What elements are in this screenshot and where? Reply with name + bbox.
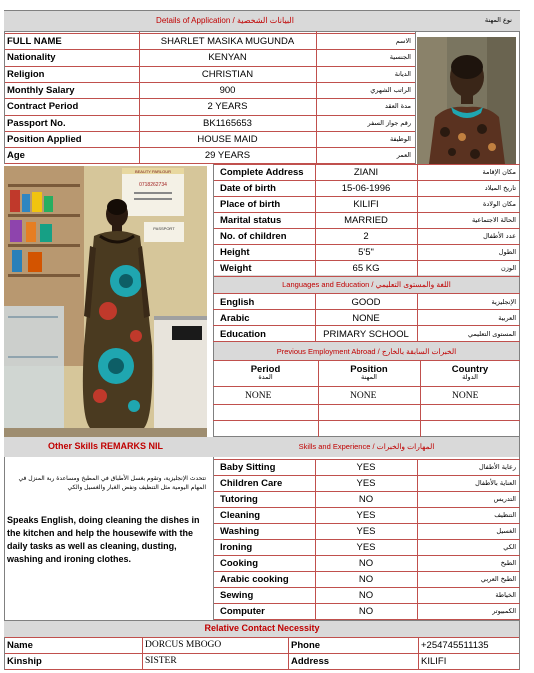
applicant-fullbody-photo bbox=[4, 166, 207, 437]
skill-arabic-label: العناية بالأطفال bbox=[475, 479, 516, 487]
personal-label: Age bbox=[7, 150, 25, 162]
personal-label: Contract Period bbox=[7, 101, 79, 113]
grid-line bbox=[4, 115, 415, 116]
details-label: Height bbox=[220, 247, 250, 258]
grid-line bbox=[213, 571, 520, 572]
skill-arabic-label: التنظيف bbox=[494, 511, 516, 519]
grid-line bbox=[213, 386, 520, 387]
skill-value: YES bbox=[356, 510, 376, 521]
skill-value: NO bbox=[358, 574, 374, 585]
language-value: GOOD bbox=[351, 297, 381, 308]
language-label: English bbox=[220, 297, 255, 308]
details-value: 5'5" bbox=[358, 247, 374, 258]
skill-arabic-label: الكي bbox=[503, 543, 516, 551]
grid-line bbox=[4, 49, 415, 50]
skill-label: Cooking bbox=[220, 558, 258, 569]
grid-line bbox=[4, 66, 415, 67]
personal-arabic-label: العمر bbox=[396, 151, 411, 160]
personal-arabic-label: الجنسية bbox=[389, 53, 411, 62]
skill-value: YES bbox=[356, 478, 376, 489]
grid-line bbox=[288, 637, 289, 670]
other-skills-arabic-text: تتحدث الإنجليزية، وتقوم بغسل الأطباق في المطبخ ومساعدة ربة المنزل في المهام اليومية مثل التنظيف ونفض الغبار والغسيل والكي bbox=[18, 475, 206, 491]
skill-label: Ironing bbox=[220, 542, 253, 553]
grid-line bbox=[213, 459, 520, 460]
sign-phone-text: 0718262734 bbox=[139, 182, 167, 188]
grid-line bbox=[213, 404, 520, 405]
grid-line bbox=[213, 325, 520, 326]
grid-line bbox=[213, 260, 520, 261]
grid-line bbox=[4, 637, 520, 638]
contact-kinship-label: Kinship bbox=[7, 656, 42, 667]
contact-kinship-value: SISTER bbox=[145, 656, 177, 666]
grid-line bbox=[213, 360, 520, 361]
skill-label: Tutoring bbox=[220, 494, 258, 505]
skill-arabic-label: الكمبيوتر bbox=[492, 607, 516, 615]
contact-address-label: Address bbox=[291, 656, 330, 667]
grid-line bbox=[213, 457, 214, 621]
personal-label: Monthly Salary bbox=[7, 84, 75, 96]
employment-header: Country bbox=[451, 364, 489, 375]
skill-arabic-label: التدريس bbox=[493, 495, 516, 503]
grid-line bbox=[213, 228, 520, 229]
grid-line bbox=[213, 244, 520, 245]
skill-value: NO bbox=[358, 558, 374, 569]
skill-arabic-label: الغسيل bbox=[496, 527, 516, 535]
skill-value: NO bbox=[358, 590, 374, 601]
details-arabic-label: مكان الولادة bbox=[482, 200, 516, 208]
grid-line bbox=[213, 587, 520, 588]
details-arabic-label: الوزن bbox=[500, 264, 516, 272]
personal-label: Nationality bbox=[7, 52, 56, 64]
details-arabic-label: عدد الأطفال bbox=[483, 232, 516, 240]
contact-address-value: KILIFI bbox=[421, 656, 447, 667]
grid-line bbox=[213, 164, 214, 437]
skills-title: Skills and Experience / المهارات والخبرات bbox=[298, 442, 435, 451]
grid-line bbox=[519, 637, 520, 670]
grid-line bbox=[142, 637, 143, 670]
job-type-label: نوع المهنة bbox=[484, 16, 512, 24]
grid-line bbox=[4, 620, 520, 621]
employment-header: Position bbox=[350, 364, 388, 375]
personal-label: FULL NAME bbox=[7, 36, 62, 47]
details-arabic-label: تاريخ الميلاد bbox=[484, 184, 516, 192]
personal-arabic-label: مدة العقد bbox=[385, 102, 411, 111]
skill-arabic-label: الخياطة bbox=[495, 591, 516, 599]
passport-sign-text: PASSPORT bbox=[153, 226, 175, 231]
personal-value: 900 bbox=[219, 84, 236, 96]
grid-line bbox=[4, 82, 415, 83]
grid-line bbox=[213, 475, 520, 476]
language-label: Arabic bbox=[220, 313, 250, 324]
employment-header-arabic: المهنة bbox=[361, 373, 377, 381]
personal-label: Position Applied bbox=[7, 133, 82, 145]
grid-line bbox=[213, 555, 520, 556]
grid-line bbox=[213, 212, 520, 213]
other-skills-title: Other Skills REMARKS NIL bbox=[47, 441, 164, 451]
skill-label: Arabic cooking bbox=[220, 574, 289, 585]
grid-line bbox=[213, 523, 520, 524]
details-label: Date of birth bbox=[220, 183, 276, 194]
employment-header-arabic: المدة bbox=[258, 373, 273, 381]
grid-line bbox=[4, 33, 415, 34]
skill-arabic-label: الطبخ bbox=[500, 559, 516, 567]
grid-line bbox=[315, 459, 316, 620]
grid-line bbox=[420, 360, 421, 437]
skill-value: YES bbox=[356, 542, 376, 553]
language-value: NONE bbox=[352, 313, 380, 324]
skill-label: Washing bbox=[220, 526, 260, 537]
personal-value: HOUSE MAID bbox=[197, 133, 258, 145]
other-skills-text: Speaks English, doing cleaning the dishes in the kitchen and help the housewife with the daily tasks as well as cleaning, dusting, washing and ironing clothes. bbox=[7, 515, 200, 564]
grid-line bbox=[4, 147, 415, 148]
personal-value: KENYAN bbox=[208, 52, 247, 64]
grid-line bbox=[417, 293, 418, 342]
grid-line bbox=[519, 31, 520, 637]
grid-line bbox=[4, 131, 415, 132]
language-arabic-label: المستوى التعليمي bbox=[468, 330, 516, 338]
grid-line bbox=[213, 420, 520, 421]
grid-line bbox=[213, 491, 520, 492]
personal-value: 2 YEARS bbox=[207, 101, 248, 113]
skill-label: Children Care bbox=[220, 478, 283, 489]
language-arabic-label: الإنجليزية bbox=[491, 298, 516, 306]
languages-title: Languages and Education / اللغة والمستوى التعليمي bbox=[282, 280, 451, 289]
page-title: Details of Application / البيانات الشخصية bbox=[156, 16, 294, 25]
employment-cell: NONE bbox=[350, 391, 377, 401]
language-label: Education bbox=[220, 329, 266, 340]
personal-arabic-label: الراتب الشهري bbox=[370, 85, 411, 94]
personal-arabic-label: الوظيفة bbox=[389, 134, 411, 143]
details-value: MARRIED bbox=[344, 215, 388, 226]
grid-line bbox=[213, 196, 520, 197]
personal-label: Passport No. bbox=[7, 117, 66, 129]
employment-title: Previous Employment Abroad / الخبرات السابقة بالخارج bbox=[276, 347, 457, 356]
contact-title: Relative Contact Necessity bbox=[204, 623, 320, 633]
skill-value: YES bbox=[356, 462, 376, 473]
details-label: Complete Address bbox=[220, 167, 304, 178]
grid-line bbox=[4, 653, 520, 654]
grid-line bbox=[213, 293, 520, 294]
grid-line bbox=[213, 603, 520, 604]
skill-arabic-label: الطبخ العربي bbox=[480, 575, 516, 583]
grid-line bbox=[213, 164, 520, 165]
grid-line bbox=[315, 293, 316, 342]
skill-value: NO bbox=[358, 494, 374, 505]
grid-line bbox=[4, 98, 415, 99]
personal-arabic-label: الاسم bbox=[395, 37, 411, 45]
skill-label: Cleaning bbox=[220, 510, 261, 521]
grid-line bbox=[213, 276, 520, 277]
details-label: Marital status bbox=[220, 215, 282, 226]
grid-line bbox=[4, 669, 520, 670]
contact-name-value: DORCUS MBOGO bbox=[145, 640, 222, 650]
details-value: KILIFI bbox=[353, 199, 379, 210]
contact-phone-value: +254745511135 bbox=[421, 640, 489, 651]
employment-cell: NONE bbox=[452, 391, 479, 401]
sign-top-text: BEAUTY PARLOUR bbox=[134, 169, 172, 174]
grid-line bbox=[213, 507, 520, 508]
grid-line bbox=[418, 637, 419, 670]
grid-line bbox=[213, 436, 520, 437]
details-label: Place of birth bbox=[220, 199, 281, 210]
grid-line bbox=[417, 164, 418, 276]
skill-label: Computer bbox=[220, 606, 265, 617]
contact-phone-label: Phone bbox=[291, 640, 321, 651]
details-arabic-label: مكان الإقامة bbox=[482, 168, 516, 176]
language-arabic-label: العربية bbox=[498, 314, 516, 322]
grid-line bbox=[213, 180, 520, 181]
grid-line bbox=[4, 637, 5, 670]
grid-line bbox=[4, 457, 5, 621]
grid-line bbox=[417, 459, 418, 620]
skill-label: Baby Sitting bbox=[220, 462, 276, 473]
grid-line bbox=[315, 164, 316, 276]
grid-line bbox=[316, 31, 317, 164]
details-value: 2 bbox=[363, 231, 369, 242]
details-arabic-label: الحالة الاجتماعية bbox=[471, 216, 516, 224]
employment-cell: NONE bbox=[245, 391, 272, 401]
skill-value: NO bbox=[358, 606, 374, 617]
personal-value: SHARLET MASIKA MUGUNDA bbox=[160, 36, 295, 47]
skill-label: Sewing bbox=[220, 590, 254, 601]
details-label: Weight bbox=[220, 263, 252, 274]
language-value: PRIMARY SCHOOL bbox=[323, 329, 409, 340]
grid-line bbox=[213, 309, 520, 310]
personal-value: 29 YEARS bbox=[204, 150, 251, 162]
grid-line bbox=[213, 341, 520, 342]
details-arabic-label: الطول bbox=[498, 248, 516, 256]
grid-line bbox=[318, 360, 319, 437]
contact-name-label: Name bbox=[7, 640, 33, 651]
personal-label: Religion bbox=[7, 68, 45, 80]
grid-line bbox=[139, 31, 140, 164]
grid-line bbox=[415, 31, 416, 164]
applicant-portrait-photo bbox=[417, 37, 516, 164]
personal-arabic-label: الديانة bbox=[394, 69, 411, 78]
details-value: ZIANI bbox=[353, 167, 379, 178]
skill-arabic-label: رعاية الأطفال bbox=[478, 463, 516, 471]
grid-line bbox=[213, 539, 520, 540]
details-value: 65 KG bbox=[352, 263, 380, 274]
details-value: 15-06-1996 bbox=[341, 183, 391, 194]
employment-header: Period bbox=[250, 364, 281, 375]
skill-value: YES bbox=[356, 526, 376, 537]
personal-arabic-label: رقم جواز السفر bbox=[367, 118, 411, 127]
personal-value: CHRISTIAN bbox=[201, 68, 254, 80]
grid-line bbox=[4, 31, 5, 164]
details-label: No. of children bbox=[220, 231, 287, 242]
employment-header-arabic: الدولة bbox=[462, 373, 478, 381]
personal-value: BK1165653 bbox=[203, 117, 252, 129]
